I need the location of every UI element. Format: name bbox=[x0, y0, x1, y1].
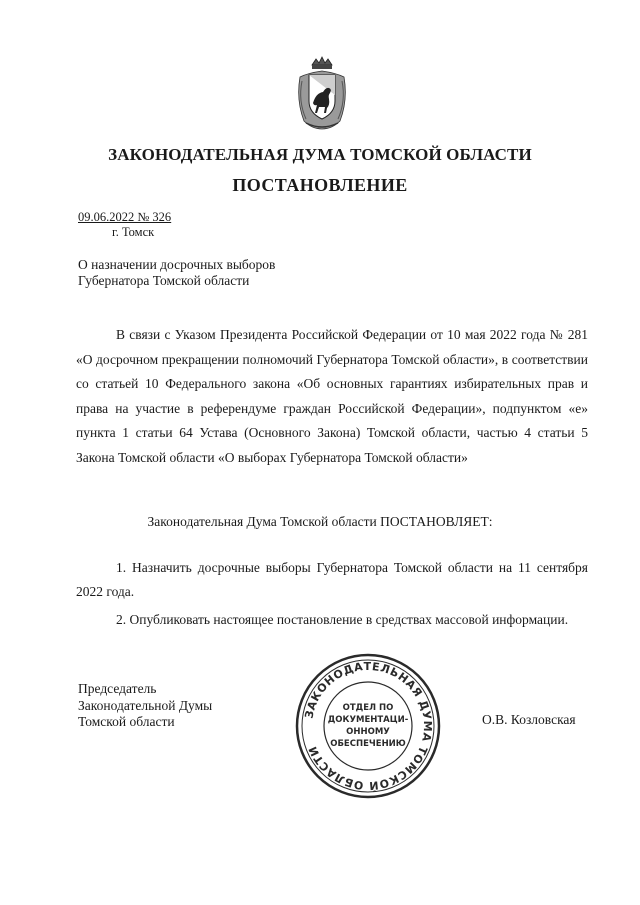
stamp-inner-line: ОННОМУ bbox=[346, 727, 390, 737]
stamp-inner-line: ОТДЕЛ ПО bbox=[342, 703, 394, 713]
signatory-position bbox=[78, 681, 212, 731]
signatory-name: О.В. Козловская bbox=[482, 712, 576, 727]
document-meta bbox=[78, 210, 171, 240]
stamp-outer-text: ЗАКОНОДАТЕЛЬНАЯ ДУМА ТОМСКОЙ ОБЛАСТИ bbox=[302, 659, 435, 793]
stamp-inner-line: ДОКУМЕНТАЦИ- bbox=[327, 715, 409, 725]
stamp-inner-line: ОБЕСПЕЧЕНИЮ bbox=[330, 739, 406, 749]
document-type-title: ПОСТАНОВЛЕНИЕ bbox=[232, 175, 408, 195]
position-line: Председатель bbox=[78, 681, 157, 696]
tomsk-region-coat-of-arms-icon bbox=[292, 55, 352, 131]
document-subject bbox=[78, 257, 275, 289]
resolution-item: 1. Назначить досрочные выборы Губернатора Томской области на 11 сентября 2022 года. bbox=[76, 560, 588, 599]
resolution-items bbox=[76, 556, 588, 636]
document-date-number: 09.06.2022 № 326 bbox=[78, 210, 172, 224]
resolves-heading: Законодательная Дума Томской области ПОСТАНОВЛЯЕТ: bbox=[147, 514, 493, 529]
subject-line: Губернатора Томской области bbox=[78, 273, 250, 288]
position-line: Томской области bbox=[78, 714, 175, 729]
position-line: Законодательной Думы bbox=[78, 697, 213, 713]
official-stamp bbox=[294, 652, 442, 800]
resolution-item: 2. Опубликовать настоящее постановление в средствах массовой информации. bbox=[116, 612, 569, 627]
document-city: г. Томск bbox=[112, 225, 155, 239]
organization-title: ЗАКОНОДАТЕЛЬНАЯ ДУМА ТОМСКОЙ ОБЛАСТИ bbox=[108, 145, 532, 164]
subject-line: О назначении досрочных выборов bbox=[78, 257, 276, 272]
preamble-paragraph: В связи с Указом Президента Российской Федерации от 10 мая 2022 года № 281 «О досрочном прекращении полномочий Губернатора Томской области», в соответствии со статьей 10 Федерального закона «Об основных гарантиях избирательных прав и права на участие в референдуме граждан Российской Федерации», подпунктом «е» пункта 1 статьи 64 Устава (Основного Закона) Томской области, частью 4 статьи 5 Закона Томской области «О выборах Губернатора Томской области» bbox=[76, 327, 588, 465]
